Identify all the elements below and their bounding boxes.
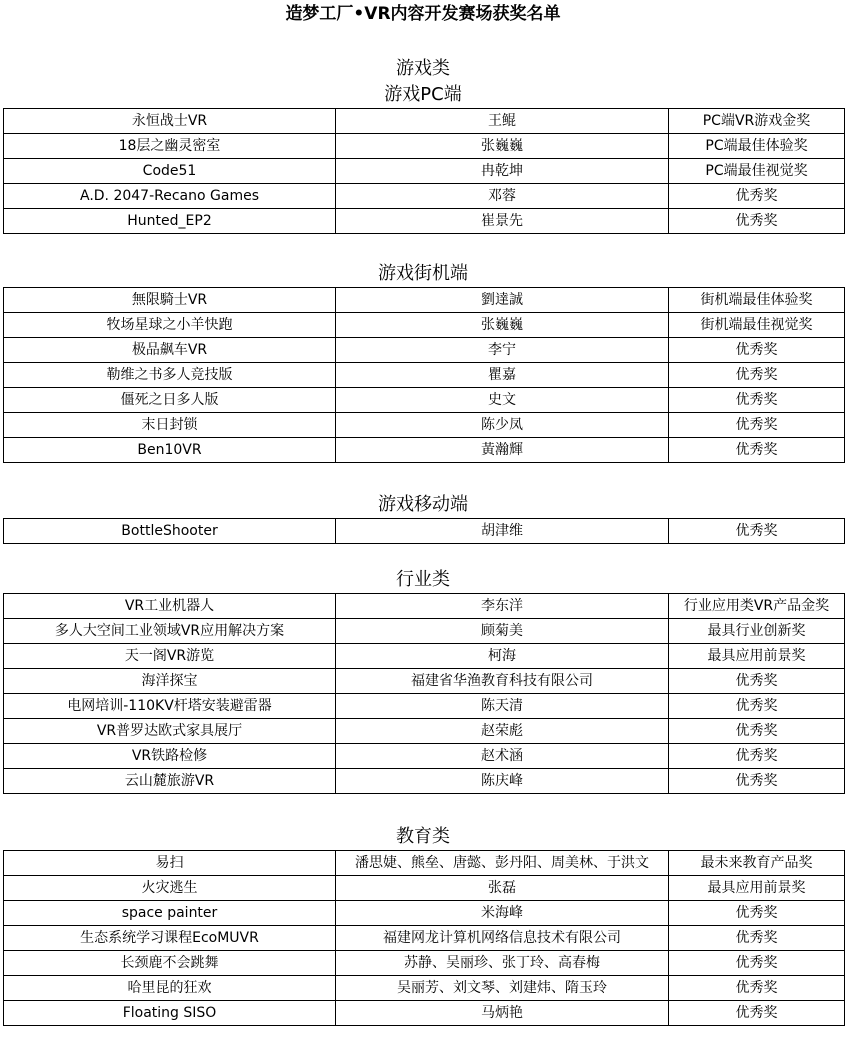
table-row [4,951,845,976]
work-title-cell: VR普罗达欧式家具展厅 [4,719,336,744]
work-title-cell: space painter [4,901,336,926]
work-title-cell: BottleShooter [4,519,336,544]
category-heading-industry: 行业类 [396,569,450,590]
author-cell: 陈天清 [336,694,669,719]
award-cell: 最具应用前景奖 [669,644,845,669]
table-row [4,769,845,794]
author-cell: 苏静、吴丽珍、张丁玲、高春梅 [336,951,669,976]
award-cell: 优秀奖 [669,1001,845,1026]
work-title-cell: A.D. 2047-Recano Games [4,184,336,209]
award-cell: PC端最佳视觉奖 [669,159,845,184]
award-cell: 街机端最佳体验奖 [669,288,845,313]
page-title: 造梦工厂•VR内容开发赛场获奖名单 [285,4,561,24]
table-row [4,388,845,413]
author-cell: 张巍巍 [336,313,669,338]
author-cell: 邓蓉 [336,184,669,209]
author-cell: 福建省华渔教育科技有限公司 [336,669,669,694]
author-cell: 米海峰 [336,901,669,926]
author-cell: 李东洋 [336,594,669,619]
work-title-cell: Floating SISO [4,1001,336,1026]
author-cell: 陈庆峰 [336,769,669,794]
work-title-cell: 18层之幽灵密室 [4,134,336,159]
award-cell: 行业应用类VR产品金奖 [669,594,845,619]
table-row [4,901,845,926]
award-cell: 优秀奖 [669,901,845,926]
work-title-cell: 生态系统学习课程EcoMUVR [4,926,336,951]
table-row [4,134,845,159]
work-title-cell: 無限騎士VR [4,288,336,313]
award-cell: 优秀奖 [669,388,845,413]
table-row [4,519,845,544]
table-row [4,288,845,313]
author-cell: 赵术涵 [336,744,669,769]
work-title-cell: 哈里昆的狂欢 [4,976,336,1001]
author-cell: 柯海 [336,644,669,669]
work-title-cell: 多人大空间工业领域VR应用解决方案 [4,619,336,644]
award-cell: 优秀奖 [669,519,845,544]
work-title-cell: 勒维之书多人竞技版 [4,363,336,388]
award-cell: 优秀奖 [669,184,845,209]
table-row [4,184,845,209]
award-cell: 最具应用前景奖 [669,876,845,901]
author-cell: 冉乾坤 [336,159,669,184]
author-cell: 劉達誠 [336,288,669,313]
awards-table-industry [3,593,845,794]
award-cell: 优秀奖 [669,744,845,769]
table-row [4,669,845,694]
table-row [4,619,845,644]
award-cell: 优秀奖 [669,363,845,388]
section-heading-pc: 游戏PC端 [384,84,462,105]
table-row [4,876,845,901]
author-cell: 史文 [336,388,669,413]
work-title-cell: 云山麓旅游VR [4,769,336,794]
table-row [4,719,845,744]
awards-table-pc [3,108,845,234]
author-cell: 瞿嘉 [336,363,669,388]
work-title-cell: VR工业机器人 [4,594,336,619]
award-cell: 优秀奖 [669,976,845,1001]
table-row [4,413,845,438]
award-cell: 优秀奖 [669,926,845,951]
work-title-cell: 天一阁VR游览 [4,644,336,669]
work-title-cell: 末日封锁 [4,413,336,438]
work-title-cell: 牧场星球之小羊快跑 [4,313,336,338]
table-row [4,594,845,619]
award-cell: 优秀奖 [669,951,845,976]
table-row [4,313,845,338]
award-cell: PC端最佳体验奖 [669,134,845,159]
category-heading-game: 游戏类 [396,58,450,79]
work-title-cell: 火灾逃生 [4,876,336,901]
awards-table-mobile [3,518,845,544]
work-title-cell: VR铁路检修 [4,744,336,769]
award-cell: 优秀奖 [669,413,845,438]
author-cell: 马炳艳 [336,1001,669,1026]
award-cell: 优秀奖 [669,694,845,719]
table-row [4,976,845,1001]
author-cell: 黃瀚輝 [336,438,669,463]
table-row [4,644,845,669]
award-cell: 优秀奖 [669,719,845,744]
work-title-cell: 长颈鹿不会跳舞 [4,951,336,976]
work-title-cell: Code51 [4,159,336,184]
author-cell: 陈少凤 [336,413,669,438]
author-cell: 张巍巍 [336,134,669,159]
table-row [4,209,845,234]
awards-table-education [3,850,845,1026]
table-row [4,363,845,388]
author-cell: 李宁 [336,338,669,363]
work-title-cell: 海洋探宝 [4,669,336,694]
table-row [4,1001,845,1026]
award-cell: 优秀奖 [669,669,845,694]
award-cell: 优秀奖 [669,209,845,234]
table-row [4,926,845,951]
author-cell: 顾菊美 [336,619,669,644]
work-title-cell: Hunted_EP2 [4,209,336,234]
table-row [4,851,845,876]
author-cell: 赵荣彪 [336,719,669,744]
table-row [4,744,845,769]
award-cell: PC端VR游戏金奖 [669,109,845,134]
table-row [4,109,845,134]
award-cell: 最未来教育产品奖 [669,851,845,876]
section-heading-arcade: 游戏街机端 [378,263,468,284]
work-title-cell: 僵死之日多人版 [4,388,336,413]
work-title-cell: 电网培训-110KV杆塔安装避雷器 [4,694,336,719]
author-cell: 张磊 [336,876,669,901]
table-row [4,694,845,719]
author-cell: 吴丽芳、刘文琴、刘建炜、隋玉玲 [336,976,669,1001]
award-cell: 最具行业创新奖 [669,619,845,644]
table-row [4,338,845,363]
section-heading-mobile: 游戏移动端 [378,494,468,515]
author-cell: 崔景先 [336,209,669,234]
work-title-cell: 易扫 [4,851,336,876]
work-title-cell: 永恒战士VR [4,109,336,134]
author-cell: 胡津维 [336,519,669,544]
award-cell: 优秀奖 [669,769,845,794]
category-heading-education: 教育类 [396,826,450,847]
author-cell: 福建网龙计算机网络信息技术有限公司 [336,926,669,951]
table-row [4,438,845,463]
work-title-cell: Ben10VR [4,438,336,463]
author-cell: 潘思婕、熊垒、唐懿、彭丹阳、周美林、于洪文 [336,851,669,876]
award-cell: 优秀奖 [669,338,845,363]
awards-table-arcade [3,287,845,463]
author-cell: 王鲲 [336,109,669,134]
table-row [4,159,845,184]
work-title-cell: 极品飙车VR [4,338,336,363]
award-cell: 街机端最佳视觉奖 [669,313,845,338]
award-cell: 优秀奖 [669,438,845,463]
